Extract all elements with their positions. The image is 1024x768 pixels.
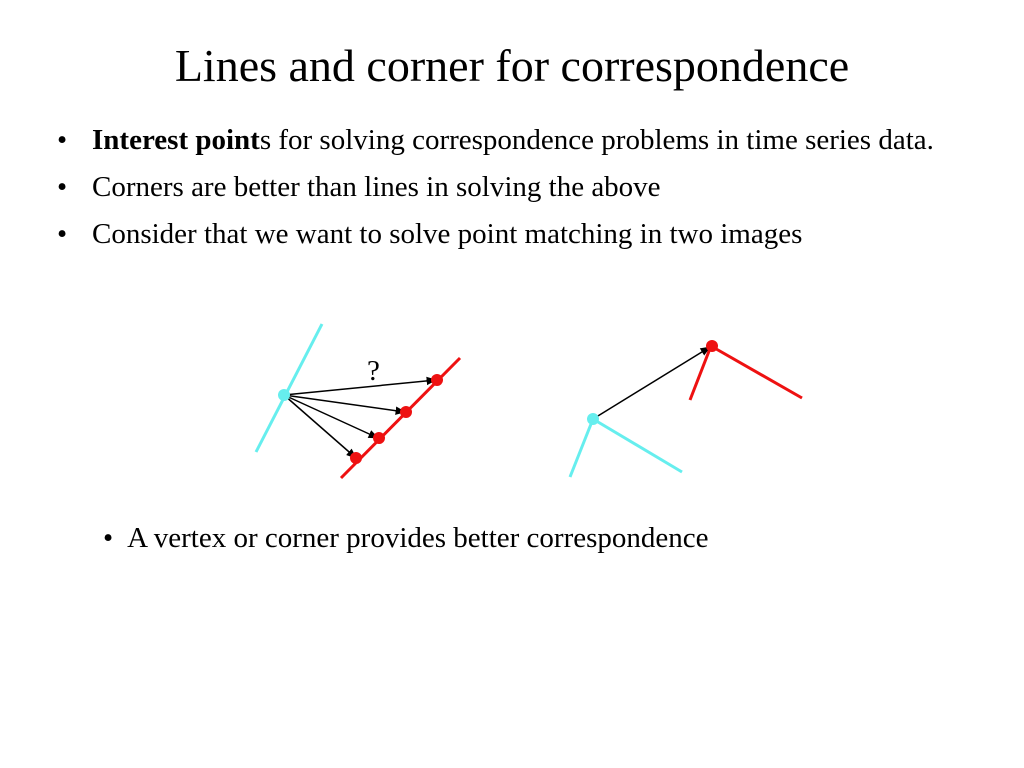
bullet-dot: • — [57, 218, 68, 250]
bullet-dot: • — [103, 522, 114, 554]
arrow — [284, 380, 436, 395]
line-matching-diagram — [256, 324, 460, 478]
bullet-text: s for solving correspondence problems in time series data. — [259, 124, 934, 156]
red-point — [350, 452, 362, 464]
cyan-point — [278, 389, 290, 401]
cyan-corner-edge — [570, 419, 593, 477]
red-point — [373, 432, 385, 444]
bullet-bold-text: Interest point — [92, 124, 260, 156]
slide-title: Lines and corner for correspondence — [174, 40, 850, 91]
red-corner-edge — [690, 346, 711, 400]
cyan-corner-point — [587, 413, 599, 425]
corner-matching-diagram — [570, 340, 802, 477]
bullet-text: Consider that we want to solve point matching in two images — [92, 218, 803, 250]
red-point — [431, 374, 443, 386]
conclusion-bullet — [103, 520, 709, 556]
cyan-line — [256, 324, 322, 452]
bullet-dot: • — [57, 171, 68, 203]
bullet-dot: • — [57, 124, 68, 156]
red-point — [400, 406, 412, 418]
question-mark: ? — [367, 355, 380, 387]
bullet-text: A vertex or corner provides better correspondence — [127, 522, 709, 554]
arrow — [593, 347, 710, 419]
red-corner-edge — [711, 346, 802, 398]
cyan-corner-edge — [593, 419, 682, 472]
bullet-text: Corners are better than lines in solving the above — [92, 171, 661, 203]
red-corner-point — [706, 340, 718, 352]
arrow — [284, 395, 356, 458]
